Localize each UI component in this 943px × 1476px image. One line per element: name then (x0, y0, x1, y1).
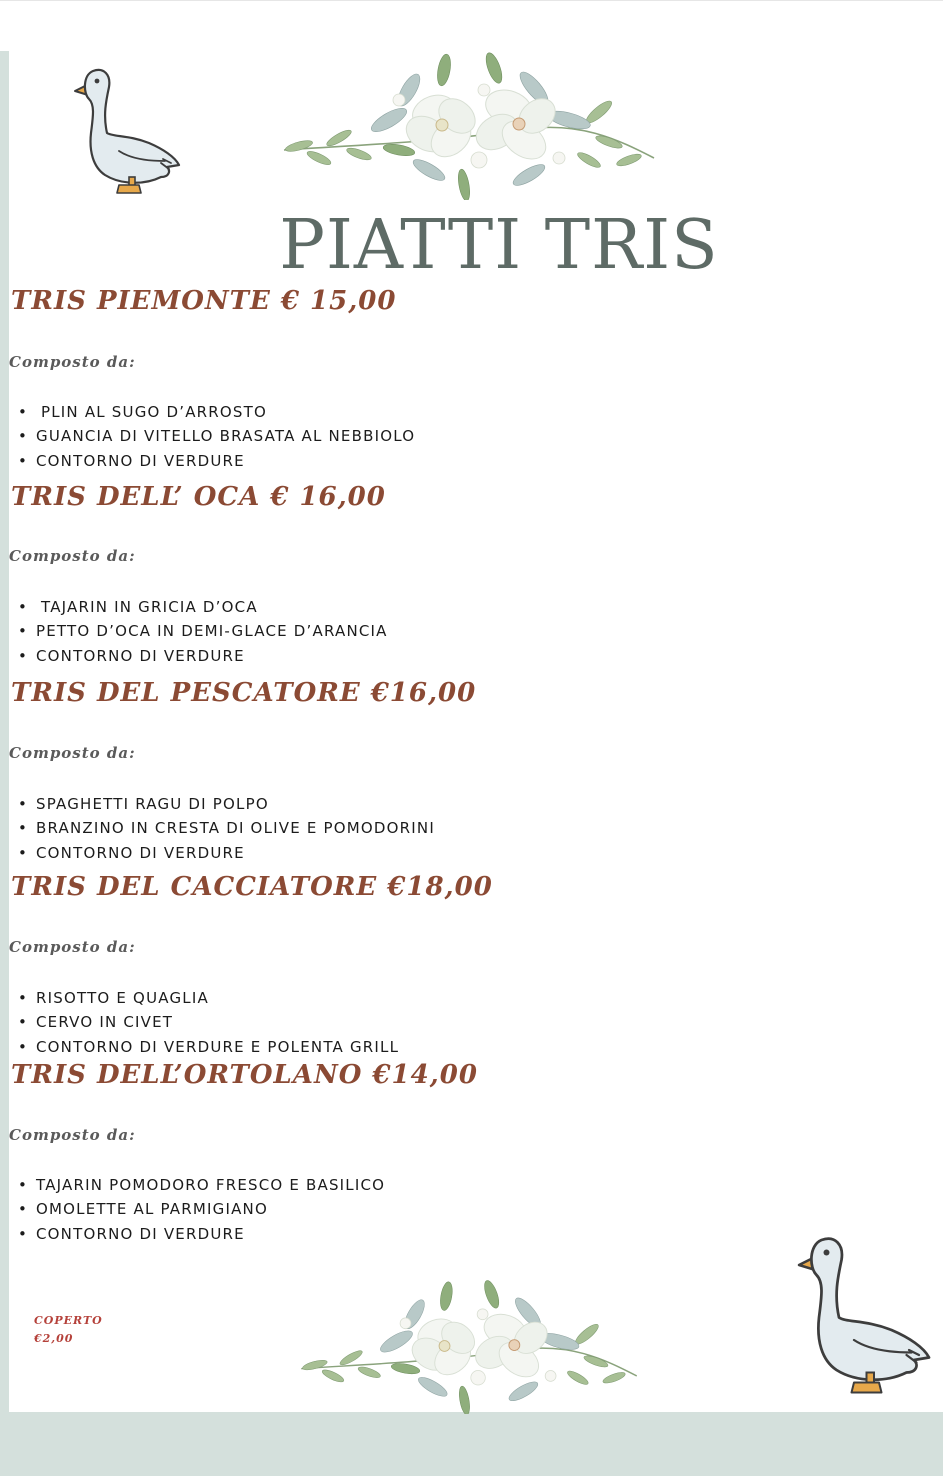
section-title-tris-cacciatore: TRIS DEL CACCIATORE €18,00 (11, 872, 493, 902)
list-item: • CONTORNO DI VERDURE (18, 1222, 385, 1246)
composto-label: Composto da: (9, 938, 136, 956)
list-item: • PLIN AL SUGO D’ARROSTO (18, 400, 415, 424)
list-item: • CERVO IN CIVET (18, 1010, 399, 1034)
list-item: • BRANZINO IN CRESTA DI OLIVE E POMODORINI (18, 816, 435, 840)
list-item: • TAJARIN IN GRICIA D’OCA (18, 595, 388, 619)
list-item: • CONTORNO DI VERDURE (18, 644, 388, 668)
floral-bouquet-icon (294, 1278, 644, 1414)
item-list (18, 986, 399, 1059)
list-item: • SPAGHETTI RAGU DI POLPO (18, 792, 435, 816)
item-list (18, 792, 435, 865)
top-strip (0, 0, 943, 51)
composto-label: Composto da: (9, 353, 136, 371)
page-title: PIATTI TRIS (279, 206, 719, 285)
list-item: • CONTORNO DI VERDURE (18, 841, 435, 865)
section-title-tris-oca: TRIS DELL’ OCA € 16,00 (11, 482, 386, 512)
composto-label: Composto da: (9, 547, 136, 565)
list-item: • RISOTTO E QUAGLIA (18, 986, 399, 1010)
list-item: • TAJARIN POMODORO FRESCO E BASILICO (18, 1173, 385, 1197)
list-item: • CONTORNO DI VERDURE E POLENTA GRILL (18, 1035, 399, 1059)
list-item: • CONTORNO DI VERDURE (18, 449, 415, 473)
goose-icon (794, 1235, 934, 1395)
floral-bouquet-icon (279, 50, 659, 200)
section-title-tris-piemonte: TRIS PIEMONTE € 15,00 (11, 286, 397, 316)
menu-page (9, 50, 943, 1412)
goose-icon (71, 67, 183, 195)
coperto-price: €2,00 (34, 1332, 74, 1345)
list-item: • PETTO D’OCA IN DEMI-GLACE D’ARANCIA (18, 619, 388, 643)
composto-label: Composto da: (9, 1126, 136, 1144)
list-item: • GUANCIA DI VITELLO BRASATA AL NEBBIOLO (18, 424, 415, 448)
section-title-tris-pescatore: TRIS DEL PESCATORE €16,00 (11, 678, 477, 708)
composto-label: Composto da: (9, 744, 136, 762)
list-item: • OMOLETTE AL PARMIGIANO (18, 1197, 385, 1221)
item-list (18, 1173, 385, 1246)
item-list (18, 595, 388, 668)
coperto-note (34, 1312, 103, 1348)
item-list (18, 400, 415, 473)
coperto-label: COPERTO (34, 1314, 103, 1327)
section-title-tris-ortolano: TRIS DELL’ORTOLANO €14,00 (11, 1060, 478, 1090)
